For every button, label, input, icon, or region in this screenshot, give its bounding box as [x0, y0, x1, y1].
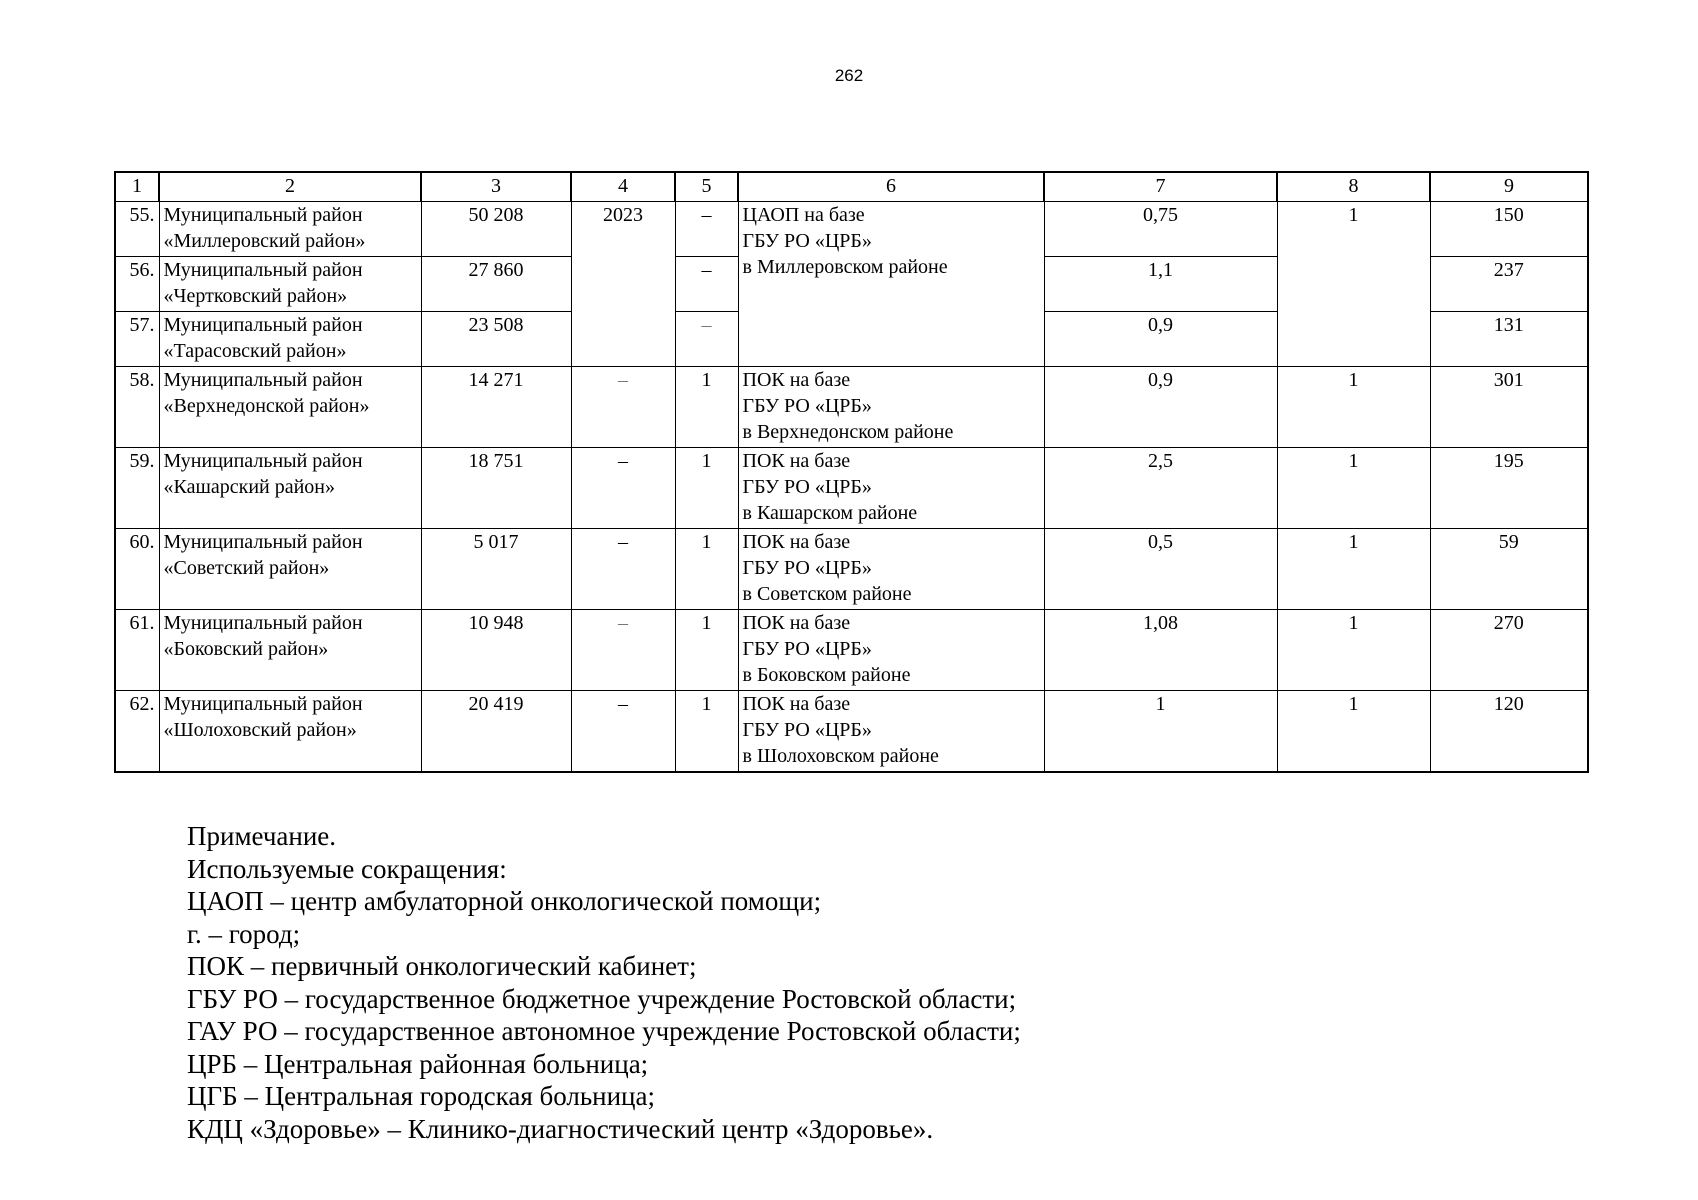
- district-line: «Тарасовский район»: [163, 340, 347, 362]
- col7-cell: 2,5: [1044, 448, 1277, 529]
- facility-cell: [738, 529, 1044, 610]
- column-number: 6: [738, 172, 1044, 202]
- row-number: 59.: [115, 448, 159, 529]
- district-line: «Чертковский район»: [163, 285, 348, 307]
- facility-line: в Миллеровском районе: [742, 256, 948, 278]
- row-number: 61.: [115, 610, 159, 691]
- row-number: 62.: [115, 691, 159, 773]
- note-title: Примечание.: [187, 821, 337, 851]
- facility-line: ГБУ РО «ЦРБ»: [742, 557, 872, 579]
- table-row: [115, 610, 1588, 691]
- column-number: 9: [1430, 172, 1588, 202]
- district-line: «Боковский район»: [163, 638, 329, 660]
- facility-line: в Шолоховском районе: [742, 745, 939, 767]
- facility-line: ПОК на базе: [742, 369, 851, 391]
- col5-cell: –: [675, 202, 738, 257]
- year-cell: –: [571, 529, 675, 610]
- facility-line: ГБУ РО «ЦРБ»: [742, 638, 872, 660]
- facility-line: ПОК на базе: [742, 693, 851, 715]
- column-number: 3: [421, 172, 571, 202]
- column-number: 1: [115, 172, 159, 202]
- note-line: ГАУ РО – государственное автономное учреждение Ростовской области;: [187, 1016, 1021, 1046]
- col9-cell: 59: [1430, 529, 1588, 610]
- year-cell: –: [571, 367, 675, 448]
- population-cell: 50 208: [421, 202, 571, 257]
- year-cell: –: [571, 610, 675, 691]
- district-line: Муниципальный район: [163, 204, 363, 226]
- col9-cell: 301: [1430, 367, 1588, 448]
- population-cell: 20 419: [421, 691, 571, 773]
- district-line: «Советский район»: [163, 557, 330, 579]
- facility-cell: [738, 202, 1044, 367]
- population-cell: 18 751: [421, 448, 571, 529]
- row-number: 56.: [115, 257, 159, 312]
- col8-cell: 1: [1277, 448, 1430, 529]
- table-row: [115, 202, 1588, 257]
- col5-cell: 1: [675, 448, 738, 529]
- facility-line: ГБУ РО «ЦРБ»: [742, 719, 872, 741]
- note-line: г. – город;: [187, 918, 301, 949]
- note-line: ЦРБ – Центральная районная больница;: [187, 1048, 649, 1079]
- facility-line: в Боковском районе: [742, 664, 911, 686]
- district-cell: [159, 691, 421, 773]
- column-number: 8: [1277, 172, 1430, 202]
- district-cell: [159, 257, 421, 312]
- row-number: 57.: [115, 312, 159, 367]
- year-cell: –: [571, 448, 675, 529]
- col5-cell: 1: [675, 610, 738, 691]
- district-cell: [159, 529, 421, 610]
- row-number: 58.: [115, 367, 159, 448]
- population-cell: 5 017: [421, 529, 571, 610]
- col8-cell: 1: [1277, 691, 1430, 773]
- row-number: 60.: [115, 529, 159, 610]
- table-row: [115, 529, 1588, 610]
- table-row: [115, 691, 1588, 773]
- col7-cell: 0,9: [1044, 312, 1277, 367]
- facility-cell: [738, 367, 1044, 448]
- facility-line: ПОК на базе: [742, 612, 851, 634]
- col8-cell: 1: [1277, 202, 1430, 367]
- facility-line: в Советском районе: [742, 583, 912, 605]
- col8-cell: 1: [1277, 529, 1430, 610]
- column-number: 7: [1044, 172, 1277, 202]
- column-number: 5: [675, 172, 738, 202]
- col9-cell: 195: [1430, 448, 1588, 529]
- col5-cell: –: [675, 312, 738, 367]
- col7-cell: 1,1: [1044, 257, 1277, 312]
- col9-cell: 120: [1430, 691, 1588, 773]
- district-line: Муниципальный район: [163, 450, 363, 472]
- col7-cell: 1: [1044, 691, 1277, 773]
- col8-cell: 1: [1277, 610, 1430, 691]
- column-number: 4: [571, 172, 675, 202]
- population-cell: 14 271: [421, 367, 571, 448]
- col8-cell: 1: [1277, 367, 1430, 448]
- district-line: Муниципальный район: [163, 612, 363, 634]
- facility-cell: [738, 610, 1044, 691]
- facility-line: ГБУ РО «ЦРБ»: [742, 395, 872, 417]
- district-line: Муниципальный район: [163, 314, 363, 336]
- col9-cell: 131: [1430, 312, 1588, 367]
- district-cell: [159, 202, 421, 257]
- page-number: 262: [834, 66, 864, 85]
- facility-cell: [738, 448, 1044, 529]
- note-line: ГБУ РО – государственное бюджетное учреждение Ростовской области;: [187, 983, 1017, 1014]
- district-line: Муниципальный район: [163, 259, 363, 281]
- district-line: Муниципальный район: [163, 693, 363, 715]
- district-line: «Верхнедонской район»: [163, 395, 370, 417]
- district-line: «Шолоховский район»: [163, 719, 357, 741]
- population-cell: 10 948: [421, 610, 571, 691]
- district-cell: [159, 448, 421, 529]
- district-line: Муниципальный район: [163, 369, 363, 391]
- facility-line: ГБУ РО «ЦРБ»: [742, 476, 872, 498]
- facility-line: ЦАОП на базе: [742, 204, 865, 226]
- notes-section: [187, 820, 1021, 1145]
- note-line: Используемые сокращения:: [187, 853, 507, 884]
- col5-cell: –: [675, 257, 738, 312]
- note-line: ЦАОП – центр амбулаторной онкологической помощи;: [187, 886, 822, 916]
- col9-cell: 150: [1430, 202, 1588, 257]
- col5-cell: 1: [675, 367, 738, 448]
- facility-line: в Верхнедонском районе: [742, 421, 954, 443]
- district-cell: [159, 610, 421, 691]
- column-number-header-row: [115, 172, 1588, 202]
- facility-line: ПОК на базе: [742, 450, 851, 472]
- facility-line: ПОК на базе: [742, 531, 851, 553]
- facility-cell: [738, 691, 1044, 773]
- district-line: Муниципальный район: [163, 531, 363, 553]
- year-cell: 2023: [571, 202, 675, 367]
- col9-cell: 270: [1430, 610, 1588, 691]
- table-row: [115, 367, 1588, 448]
- col7-cell: 1,08: [1044, 610, 1277, 691]
- col7-cell: 0,5: [1044, 529, 1277, 610]
- note-line: ПОК – первичный онкологический кабинет;: [187, 951, 697, 981]
- population-cell: 27 860: [421, 257, 571, 312]
- district-cell: [159, 367, 421, 448]
- population-cell: 23 508: [421, 312, 571, 367]
- note-line: КДЦ «Здоровье» – Клинико-диагностический центр «Здоровье».: [187, 1113, 934, 1144]
- table-row: [115, 448, 1588, 529]
- district-line: «Кашарский район»: [163, 476, 336, 498]
- year-cell: –: [571, 691, 675, 773]
- col7-cell: 0,9: [1044, 367, 1277, 448]
- note-line: ЦГБ – Центральная городская больница;: [187, 1081, 655, 1111]
- data-table: [114, 171, 1589, 773]
- col9-cell: 237: [1430, 257, 1588, 312]
- facility-line: ГБУ РО «ЦРБ»: [742, 230, 872, 252]
- col5-cell: 1: [675, 529, 738, 610]
- col7-cell: 0,75: [1044, 202, 1277, 257]
- row-number: 55.: [115, 202, 159, 257]
- district-cell: [159, 312, 421, 367]
- facility-line: в Кашарском районе: [742, 502, 918, 524]
- column-number: 2: [159, 172, 421, 202]
- col5-cell: 1: [675, 691, 738, 773]
- district-line: «Миллеровский район»: [163, 230, 366, 252]
